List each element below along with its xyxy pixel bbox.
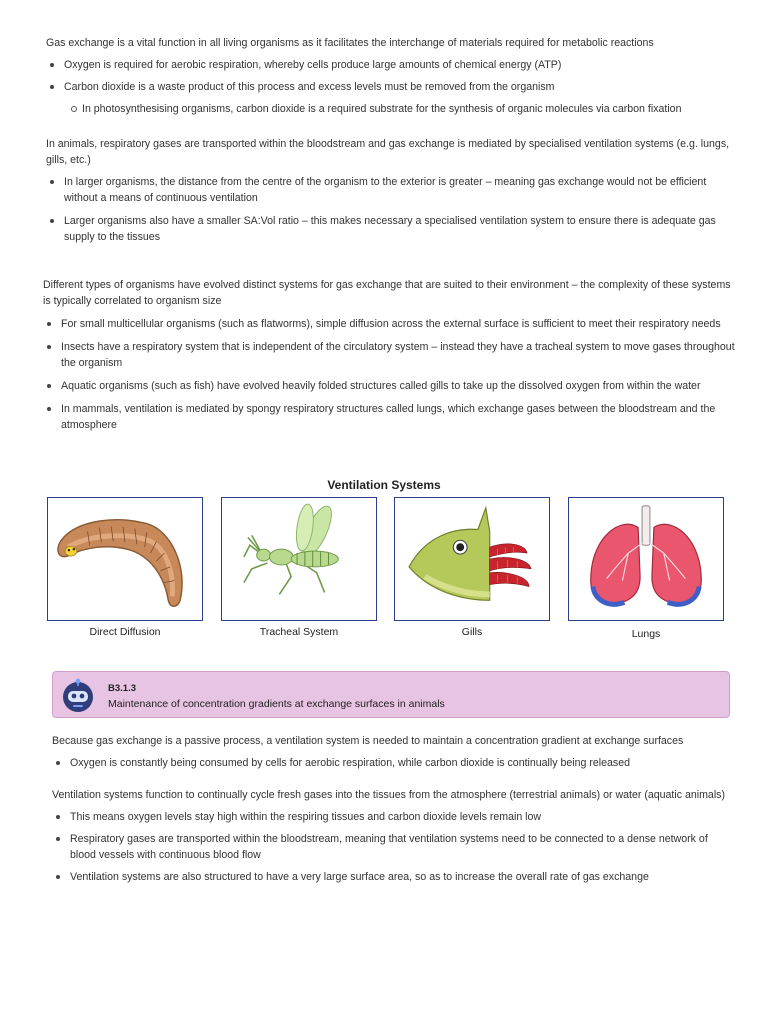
paragraph: Ventilation systems function to continually cycle fresh gases into the tissues from the atmosphere (terrestrial animals) or water (aquatic animals) [52, 789, 725, 801]
caption-direct-diffusion: Direct Diffusion [89, 626, 161, 638]
paragraph: Gas exchange is a vital function in all living organisms as it facilitates the interchange of materials required for metabolic reactions [46, 37, 654, 49]
caption-tracheal-system: Tracheal System [259, 626, 339, 638]
bullet-item: In mammals, ventilation is mediated by spongy respiratory structures called lungs, which exchange gases between the bloodstream and the atmosphere [43, 401, 735, 433]
bullet-item: Respiratory gases are transported within the bloodstream, meaning that ventilation systems need to be connected to a dense network of blood vessels with continuous blood flow [52, 831, 736, 863]
bullet-item: Carbon dioxide is a waste product of this process and excess levels must be removed from the organism [46, 79, 736, 95]
section-respiratory-gases [46, 136, 734, 245]
caption-lungs: Lungs [631, 628, 661, 640]
figure-title: Ventilation Systems [327, 478, 441, 492]
bullet-item: For small multicellular organisms (such as flatworms), simple diffusion across the external surface is sufficient to meet their respiratory needs [43, 316, 735, 332]
paragraph: Because gas exchange is a passive process, a ventilation system is needed to maintain a concentration gradient at exchange surfaces [52, 735, 684, 747]
bullet-item: Ventilation systems are also structured to have a very large surface area, so as to increase the overall rate of gas exchange [52, 869, 736, 885]
fish-gills-illustration [394, 497, 550, 621]
sub-bullet-item: In photosynthesising organisms, carbon dioxide is a required substrate for the synthesis of organic molecules via carbon fixation [46, 101, 736, 117]
robot-mascot-icon [59, 676, 97, 714]
bullet-item: Larger organisms also have a smaller SA:Vol ratio – this makes necessary a specialised ventilation system to ensure there is adequate gas supply to the tissues [46, 213, 734, 245]
flatworm-illustration [47, 497, 203, 621]
section-gas-exchange-function [46, 35, 736, 117]
bullet-item: This means oxygen levels stay high within the respiring tissues and carbon dioxide levels remain low [52, 809, 736, 825]
insect-tracheal-illustration [221, 497, 377, 621]
caption-gills: Gills [461, 626, 483, 638]
bullet-item: Oxygen is constantly being consumed by cells for aerobic respiration, while carbon dioxide is continually being released [52, 755, 736, 771]
paragraph: In animals, respiratory gases are transported within the bloodstream and gas exchange is mediated by specialised ventilation systems (e.g. lungs, gills, etc.) [46, 138, 730, 166]
lungs-illustration [568, 497, 724, 621]
learning-objective-callout [52, 671, 730, 718]
section-concentration-gradient [52, 733, 736, 771]
objective-code: B3.1.3 [108, 683, 136, 694]
objective-text: Maintenance of concentration gradients at exchange surfaces in animals [108, 698, 445, 710]
section-ventilation-function [52, 787, 736, 885]
section-types-of-systems [43, 277, 735, 433]
bullet-item: Oxygen is required for aerobic respiration, whereby cells produce large amounts of chemical energy (ATP) [46, 57, 736, 73]
bullet-item: In larger organisms, the distance from the centre of the organism to the exterior is greater – meaning gas exchange would not be efficient without a means of continuous ventilation [46, 174, 734, 206]
bullet-item: Insects have a respiratory system that is independent of the circulatory system – instead they have a tracheal system to move gases throughout the organism [43, 339, 735, 371]
paragraph: Different types of organisms have evolved distinct systems for gas exchange that are suited to their environment – the complexity of these systems is typically correlated to organism size [43, 279, 731, 307]
bullet-item: Aquatic organisms (such as fish) have evolved heavily folded structures called gills to take up the dissolved oxygen from within the water [43, 378, 735, 394]
